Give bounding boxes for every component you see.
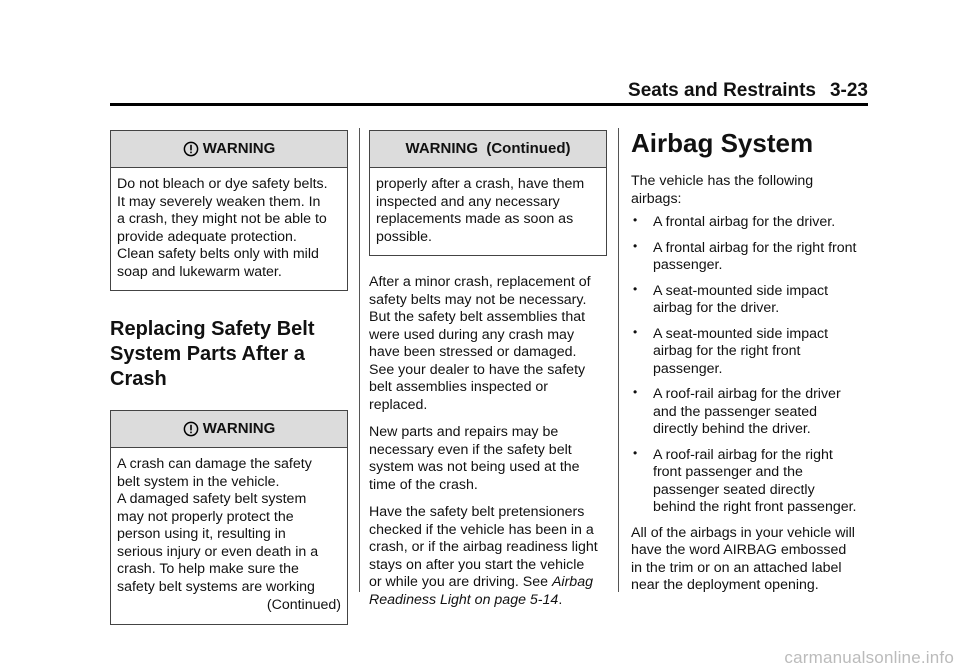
text-line: a crash, they might not be able to [117, 211, 327, 227]
text-line: A roof-rail airbag for the driver [653, 386, 841, 402]
warning-heading [111, 131, 347, 168]
text-line: safety belt systems are working [117, 578, 315, 595]
text-line: front passenger and the [653, 464, 803, 480]
text-line: passenger. [653, 257, 723, 273]
warning-icon [183, 141, 199, 157]
paragraph [369, 274, 607, 414]
text-line: behind the right front passenger. [653, 499, 857, 515]
list-item [631, 326, 871, 379]
bullet-icon: • [633, 238, 638, 253]
text-line: airbag for the driver. [653, 300, 780, 316]
header-title: Seats and Restraints [628, 80, 816, 101]
column-3 [631, 128, 871, 605]
cross-reference-link[interactable]: Readiness Light on page 5-14 [369, 591, 559, 608]
text-line: inspected and any necessary [376, 193, 560, 210]
text-line: provide adequate protection. [117, 228, 297, 245]
section-heading [110, 317, 348, 392]
text-line: A frontal airbag for the right front [653, 239, 857, 256]
list-item [631, 240, 871, 275]
text-line: A roof-rail airbag for the right [653, 446, 833, 463]
text-line: crash, or if the airbag readiness light [369, 539, 598, 555]
column-divider-1 [359, 128, 360, 592]
bullet-icon: • [633, 281, 638, 296]
text-line: properly after a crash, have them [376, 176, 585, 192]
heading-line: System Parts After a [110, 343, 305, 365]
warning-label: WARNING [202, 140, 276, 158]
text-line: A seat-mounted side impact [653, 325, 829, 342]
text-line: After a minor crash, replacement of [369, 274, 591, 290]
text-line: in the trim or on an attached label [631, 559, 842, 576]
watermark: carmanualsonline.info [784, 648, 954, 667]
continued-label: (Continued) [266, 597, 341, 613]
text-line: Have the safety belt pretensioners [369, 504, 585, 520]
warning-box [110, 130, 348, 291]
list-item [631, 214, 871, 232]
text-line: airbag for the right front [653, 343, 801, 359]
text-line: It may severely weaken them. In [117, 193, 321, 210]
text-line: stays on after you start the vehicle [369, 556, 585, 573]
text-line: have the word AIRBAG embossed [631, 542, 847, 558]
bullet-icon: • [633, 385, 638, 399]
text-line: A damaged safety belt system [117, 491, 307, 507]
paragraph [631, 173, 871, 208]
text-line: possible. [376, 228, 432, 245]
text-line: crash. To help make sure the [117, 561, 299, 577]
heading-line: Replacing Safety Belt [110, 318, 315, 340]
warning-icon [183, 421, 199, 437]
warning-body [370, 168, 606, 255]
text-line: belt system in the vehicle. [117, 473, 280, 490]
paragraph [369, 504, 607, 609]
bullet-icon: • [633, 213, 638, 227]
text-line: have been stressed or damaged. [369, 344, 577, 360]
warning-body [111, 448, 347, 624]
text-line: replacements made as soon as [376, 211, 574, 227]
text-line: A seat-mounted side impact [653, 282, 829, 299]
page-header [110, 80, 868, 102]
page-number: 3-23 [829, 80, 868, 101]
text-fragment: or while you are driving. See [369, 574, 552, 590]
bullet-icon: • [633, 324, 638, 339]
text-line: safety belts may not be necessary. [369, 291, 587, 308]
text-fragment: . [558, 591, 563, 608]
text-line [369, 574, 607, 592]
paragraph [369, 424, 607, 494]
list-item [631, 283, 871, 318]
cross-reference-link[interactable]: Airbag [551, 574, 593, 590]
text-line: airbags: [631, 190, 682, 207]
text-line: The vehicle has the following [631, 173, 814, 189]
text-line: system was not being used at the [369, 459, 580, 475]
paragraph [631, 525, 871, 595]
text-line: near the deployment opening. [631, 577, 819, 593]
text-line: serious injury or even death in a [117, 543, 319, 560]
bullet-icon: • [633, 445, 638, 460]
text-line: Do not bleach or dye safety belts. [117, 176, 328, 192]
text-line [369, 592, 607, 610]
text-line: and the passenger seated [653, 403, 818, 420]
warning-heading [111, 411, 347, 448]
text-line: checked if the vehicle has been in a [369, 521, 594, 538]
text-line: time of the crash. [369, 476, 478, 493]
text-line: passenger seated directly [653, 481, 815, 498]
text-line: A frontal airbag for the driver. [653, 214, 836, 230]
text-line: A crash can damage the safety [117, 456, 312, 472]
warning-body [111, 168, 347, 290]
column-2 [369, 130, 607, 619]
text-line: But the safety belt assemblies that [369, 309, 586, 325]
warning-box [110, 410, 348, 625]
text-line: were used during any crash may [369, 326, 575, 343]
warning-heading [370, 131, 606, 168]
header-rule [110, 103, 868, 106]
text-line: directly behind the driver. [653, 421, 811, 437]
text-line: See your dealer to have the safety [369, 361, 586, 378]
list-item [631, 447, 871, 517]
text-line: All of the airbags in your vehicle will [631, 524, 855, 541]
column-divider-2 [618, 128, 619, 592]
text-line: necessary even if the safety belt [369, 441, 572, 458]
text-line: replaced. [369, 396, 428, 413]
airbag-list [631, 214, 871, 517]
warning-box [369, 130, 607, 256]
text-line: person using it, resulting in [117, 526, 286, 542]
warning-label: WARNING (Continued) [405, 140, 571, 158]
text-line: may not properly protect the [117, 508, 294, 525]
column-1 [110, 130, 348, 651]
warning-label: WARNING [202, 420, 276, 438]
text-line: New parts and repairs may be [369, 424, 559, 440]
text-line: Clean safety belts only with mild [117, 246, 319, 262]
section-heading: Airbag System [631, 128, 814, 158]
list-item [631, 386, 871, 439]
text-line: belt assemblies inspected or [369, 379, 549, 395]
text-line: passenger. [653, 360, 723, 377]
text-line: soap and lukewarm water. [117, 263, 282, 280]
heading-line: Crash [110, 368, 167, 390]
